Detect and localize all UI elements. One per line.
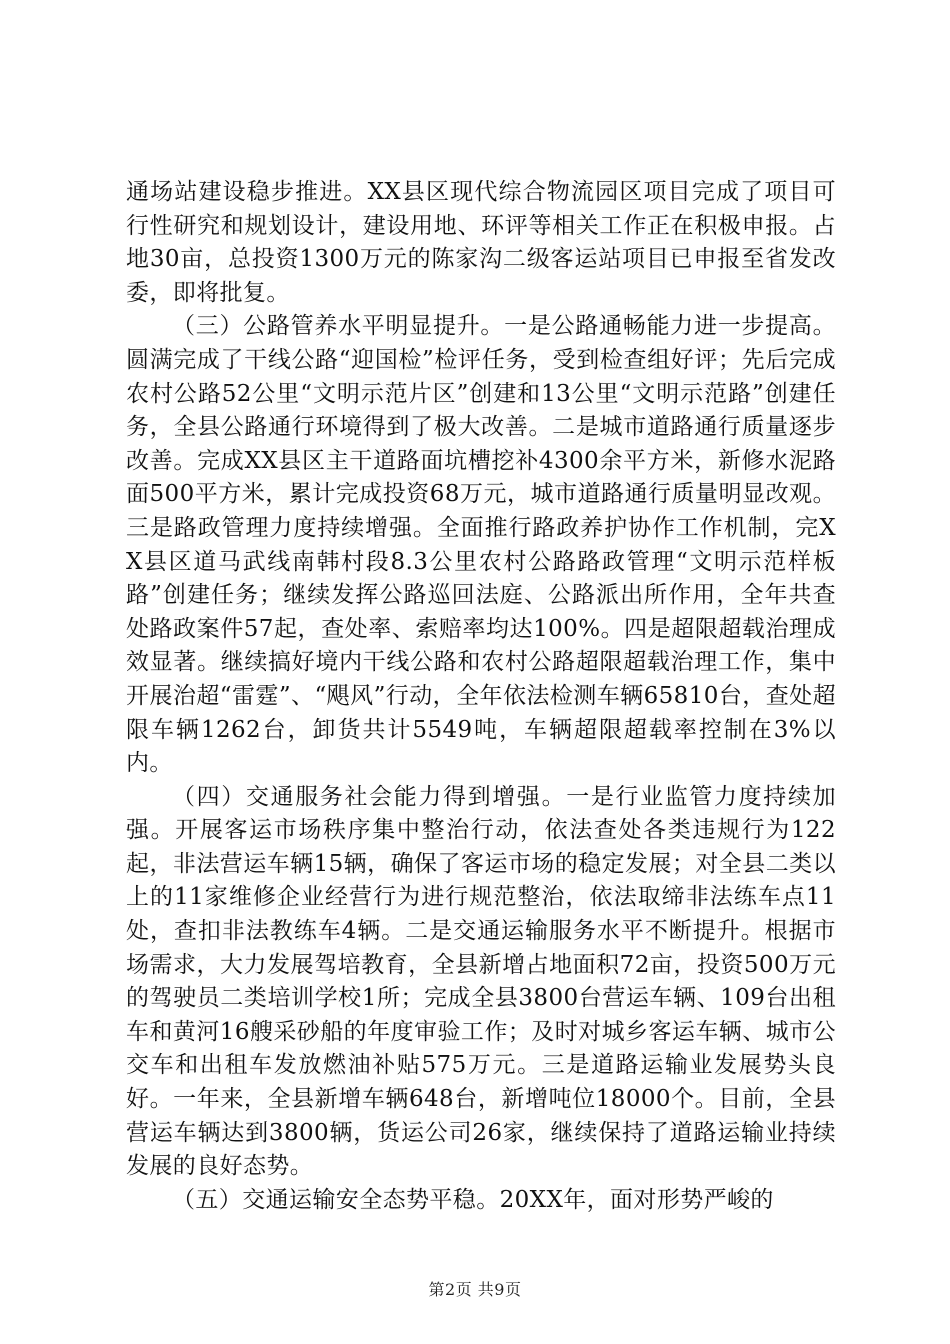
- paragraph-continuation: 通场站建设稳步推进。XX县区现代综合物流园区项目完成了项目可行性研究和规划设计，建设用地、环评等相关工作正在积极申报。占地30亩，总投资1300万元的陈家沟二级客运站项目已申报至省发改委，即将批复。: [126, 179, 836, 306]
- paragraph-section-4: （四）交通服务社会能力得到增强。一是行业监管力度持续加强。开展客运市场秩序集中整治行动，依法查处各类违规行为122起，非法营运车辆15辆，确保了客运市场的稳定发展；对全县二类以上的11家维修企业经营行为进行规范整治，依法取缔非法练车点11处，查扣非法教练车4辆。二是交通运输服务水平不断提升。根据市场需求，大力发展驾培教育，全县新增占地面积72亩，投资500万元的驾驶员二类培训学校1所；完成全县3800台营运车辆、109台出租车和黄河16艘采砂船的年度审验工作；及时对城乡客运车辆、城市公交车和出租车发放燃油补贴575万元。三是道路运输业发展势头良好。一年来，全县新增车辆648台，新增吨位18000个。目前，全县营运车辆达到3800辆，货运公司26家，继续保持了道路运输业持续发展的良好态势。: [126, 783, 836, 1180]
- paragraph-section-3: （三）公路管养水平明显提升。一是公路通畅能力进一步提高。圆满完成了干线公路“迎国检”检评任务，受到检查组好评；先后完成农村公路52公里“文明示范片区”创建和13公里“文明示范路”创建任务，全县公路通行环境得到了极大改善。二是城市道路通行质量逐步改善。完成XX县区主干道路面坑槽挖补4300余平方米，新修水泥路面500平方米，累计完成投资68万元，城市道路通行质量明显改观。三是路政管理力度持续增强。全面推行路政养护协作工作机制，完XX县区道马武线南韩村段8.3公里农村公路路政管理“文明示范样板路”创建任务；继续发挥公路巡回法庭、公路派出所作用，全年共查处路政案件57起，查处率、索赔率均达100%。四是超限超载治理成效显著。继续搞好境内干线公路和农村公路超限超载治理工作，集中开展治超“雷霆”、“飓风”行动，全年依法检测车辆65810台，查处超限车辆1262台，卸货共计5549吨，车辆超限超载率控制在3%以内。: [126, 313, 836, 777]
- paragraph-section-5: （五）交通运输安全态势平稳。20XX年，面对形势严峻的: [172, 1186, 774, 1213]
- document-body: [126, 176, 836, 1217]
- page-footer: 第2页 共9页: [428, 1280, 522, 1299]
